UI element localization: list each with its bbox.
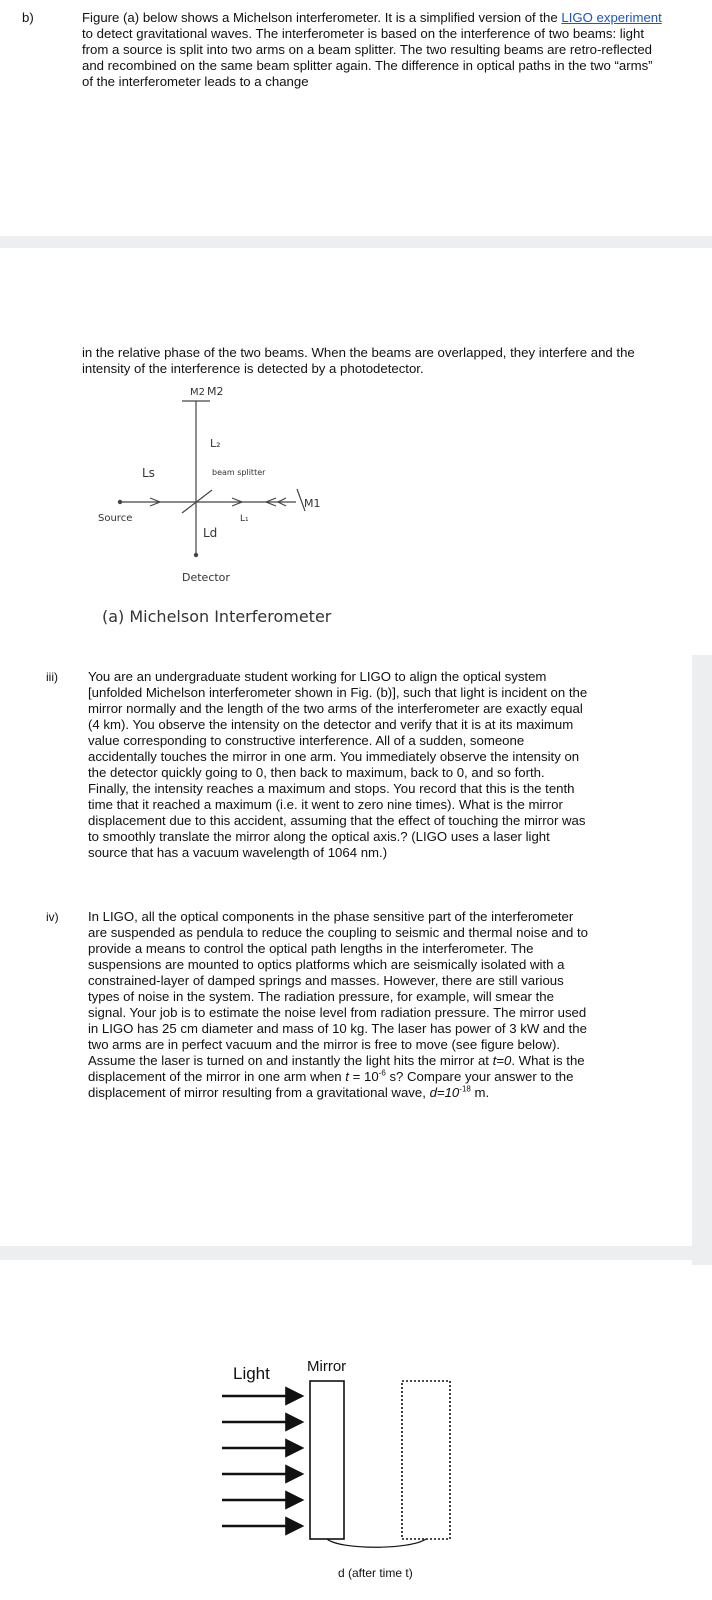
beam-splitter-label: beam splitter [212, 468, 266, 477]
part-iii-marker: iii) [46, 670, 58, 684]
figure-a-michelson [0, 385, 712, 655]
figure-a-caption: (a) Michelson Interferometer [102, 607, 332, 626]
displacement-bracket [327, 1539, 426, 1547]
m1-label: M1 [304, 497, 321, 510]
mirror-label: Mirror [307, 1358, 347, 1375]
source-point [118, 500, 122, 504]
part-iii-text: You are an undergraduate student working for LIGO to align the optical system [unfolded Michelson interferometer shown in Fig. (b)], such that light is incident on the mirror normally and the length of the two arms of the interferometer are exactly equal (4 km). You observe the intensity on the detector and verify that it is at its maximum value corresponding to constructive interference. All of a sudden, someone accidentally touches the mirror in one arm. You immediately observe the intensity on the detector quickly going to 0, then back to maximum, back to 0, and so forth. Finally, the intensity reaches a maximum and stops. You record that this is the tenth time that it reached a maximum (i.e. it went to zero nine times). What is the mirror displacement due to this accident, assuming that the effect of touching the mirror was to smoothly translate the mirror along the optical axis.? (LIGO uses a laser light source that has a vacuum wavelength of 1064 nm.) [88, 669, 588, 860]
part-iv-text: In LIGO, all the optical components in the phase sensitive part of the interferometer are suspended as pendula to reduce the coupling to seismic and thermal noise and to provide a means to control the optical path lengths in the interferometer. The suspensions are mounted to optics platforms which are seismically isolated with a constrained-layer of damped springs and masses. However, there are still various types of noise in the system. The radiation pressure, for example, will smear the signal. Your job is to estimate the noise level from radiation pressure. The mirror used in LIGO has 25 cm diameter and mass of 10 kg. The laser has power of 3 kW and the two arms are in perfect vacuum and the mirror is free to move (see figure below). Assume the laser is turned on and instantly the light hits the mirror at t=0. What is the displacement of the mirror in one arm when $t = 10^{-6}$ s? Compare your answer to the displacement of mirror resulting from a gravitational wave, $d=10^{-18}$ m. [88, 909, 588, 1100]
d-after-time-label: d (after time t) [338, 1566, 413, 1580]
l2-label: L₂ [210, 437, 221, 450]
light-label: Light [233, 1364, 270, 1383]
detector-point [194, 553, 198, 557]
ld-label: Ld [203, 526, 218, 540]
part-b-text: Figure (a) below shows a Michelson interferometer. It is a simplified version of the LIGO experiment to detect gravitational waves. The interferometer is based on the interference of two beams: light from a source is split into two arms on a beam splitter. The two resulting beams are retro-reflected and recombined on the same beam splitter again. The difference in optical paths in the two “arms” of the interferometer leads to a change [82, 10, 662, 89]
figure-b-radiation-pressure [210, 1378, 480, 1548]
page-separator-2 [0, 1246, 712, 1260]
part-b-marker: b) [22, 10, 34, 25]
m2-label: M2 [207, 385, 224, 398]
mirror-initial [310, 1381, 344, 1539]
ls-label: Ls [142, 466, 155, 480]
right-margin-shade [692, 655, 712, 1265]
ligo-experiment-link[interactable]: LIGO experiment [561, 10, 662, 25]
detector-label: Detector [182, 571, 230, 584]
page-separator [0, 236, 712, 248]
m2-scribble: M2 [190, 387, 205, 398]
part-b-continuation: in the relative phase of the two beams. When the beams are overlapped, they interfere and the intensity of the interference is detected by a photodetector. [82, 345, 635, 376]
mirror-displaced [402, 1381, 450, 1539]
l1-label: L₁ [240, 514, 249, 524]
source-label: Source [98, 513, 133, 524]
part-iv-marker: iv) [46, 910, 59, 924]
